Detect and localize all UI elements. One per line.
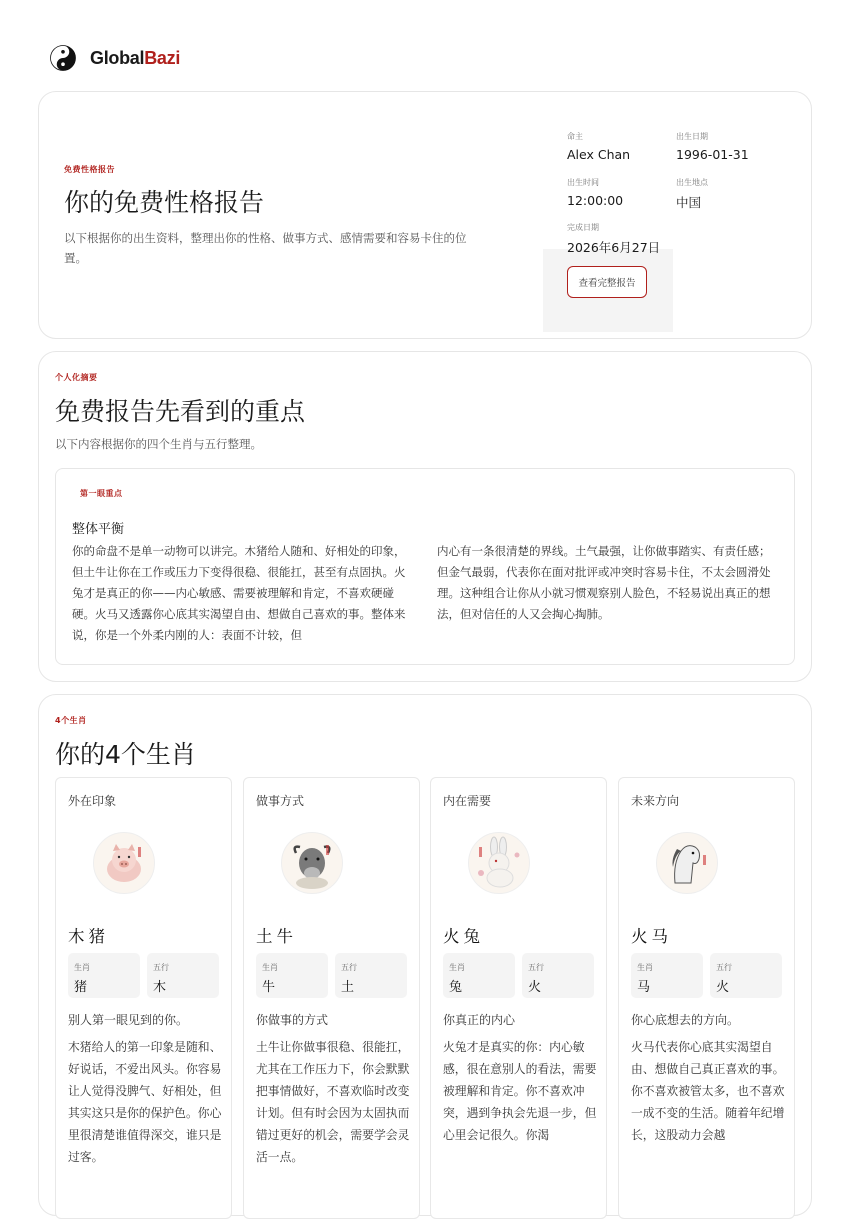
zodiac-description: 木猪给人的第一印象是随和、好说话，不爱出风头。你容易让人觉得没脾气、好相处，但其实这只是你的保护色。你心里很清楚谁值得深交，谁只是过客。 <box>68 1040 222 1164</box>
zodiac-eyebrow: 4个生肖 <box>55 716 87 725</box>
yin-yang-icon <box>50 45 76 71</box>
zodiac-chip-label: 生肖 <box>74 963 90 972</box>
zodiac-card-horse <box>618 777 795 1219</box>
birth-time-value: 12:00:00 <box>567 193 624 208</box>
highlight-title: 整体平衡 <box>72 522 125 537</box>
zodiac-chip-value: 猪 <box>74 980 88 995</box>
zodiac-subtitle: 你做事的方式 <box>256 1013 329 1027</box>
birth-date-label: 出生日期 <box>676 132 708 141</box>
zodiac-chip-value: 马 <box>637 980 651 995</box>
element-chip <box>522 953 594 998</box>
zodiac-description: 火马代表你心底其实渴望自由、想做自己真正喜欢的事。你不喜欢被管太多，也不喜欢一成不变的生活。随着年纪增长，这股动力会越 <box>631 1040 785 1142</box>
zodiac-name: 火马 <box>631 927 672 946</box>
hero-description: 以下根据你的出生资料，整理出你的性格、做事方式、感情需要和容易卡住的位置。 <box>64 231 467 265</box>
hero-eyebrow: 免费性格报告 <box>64 165 115 174</box>
completed-value: 2026年6月27日 <box>567 240 661 255</box>
brand-logo[interactable] <box>50 45 180 71</box>
element-chip-value: 火 <box>716 980 730 995</box>
element-chip <box>710 953 782 998</box>
rabbit-icon <box>468 832 530 894</box>
zodiac-card-heading: 内在需要 <box>443 794 492 808</box>
highlight-text-col1: 你的命盘不是单一动物可以讲完。木猪给人随和、好相处的印象，但土牛让你在工作或压力下变得很稳、很能扛，甚至有点固执。火兔才是真正的你——内心敏感、需要被理解和肯定，不喜欢硬碰硬。火马又透露你心底其实渴望自由、想做自己喜欢的事。整体来说，你是一个外柔内刚的人：表面不计较，但 <box>72 544 406 642</box>
zodiac-chip-label: 生肖 <box>637 963 653 972</box>
zodiac-subtitle: 你真正的内心 <box>443 1013 516 1027</box>
element-chip <box>147 953 219 998</box>
element-chip-label: 五行 <box>528 963 544 972</box>
zodiac-chip-value: 兔 <box>449 980 463 995</box>
zodiac-chip <box>631 953 703 998</box>
highlight-eyebrow: 第一眼重点 <box>80 489 123 498</box>
zodiac-section <box>38 694 812 1216</box>
zodiac-subtitle: 你心底想去的方向。 <box>631 1013 740 1027</box>
birth-time-label: 出生时间 <box>567 178 599 187</box>
zodiac-card-heading: 未来方向 <box>631 794 680 808</box>
zodiac-chip-label: 生肖 <box>262 963 278 972</box>
view-full-report-button[interactable]: 查看完整报告 <box>567 266 647 298</box>
horse-icon <box>656 832 718 894</box>
zodiac-card-pig <box>55 777 232 1219</box>
element-chip <box>335 953 407 998</box>
element-chip-value: 火 <box>528 980 542 995</box>
zodiac-card-heading: 做事方式 <box>256 794 305 808</box>
owner-label: 命主 <box>567 132 583 141</box>
pig-icon <box>93 832 155 894</box>
zodiac-card-rabbit <box>430 777 607 1219</box>
summary-description: 以下内容根据你的四个生肖与五行整理。 <box>55 437 262 451</box>
element-chip-label: 五行 <box>153 963 169 972</box>
highlight-panel <box>55 468 795 665</box>
zodiac-chip <box>68 953 140 998</box>
zodiac-name: 火兔 <box>443 927 484 946</box>
element-chip-value: 木 <box>153 980 167 995</box>
brand-name: GlobalBazi <box>90 47 181 68</box>
zodiac-chip <box>256 953 328 998</box>
completed-label: 完成日期 <box>567 223 599 232</box>
zodiac-chip <box>443 953 515 998</box>
element-chip-value: 土 <box>341 980 355 995</box>
ox-icon <box>281 832 343 894</box>
report-header-card <box>38 91 812 339</box>
summary-title: 免费报告先看到的重点 <box>55 397 306 426</box>
summary-card <box>38 351 812 682</box>
element-chip-label: 五行 <box>716 963 732 972</box>
zodiac-description: 土牛让你做事很稳、很能扛，尤其在工作压力下，你会默默把事情做好，不喜欢临时改变计划。但有时会因为太固执而错过更好的机会，需要学会灵活一点。 <box>256 1040 410 1164</box>
zodiac-card-ox <box>243 777 420 1219</box>
zodiac-name: 土牛 <box>256 927 297 946</box>
element-chip-label: 五行 <box>341 963 357 972</box>
owner-value: Alex Chan <box>567 147 631 162</box>
highlight-text-col2: 内心有一条很清楚的界线。土气最强，让你做事踏实、有责任感；但金气最弱，代表你在面对批评或冲突时容易卡住，不太会圆滑处理。这种组合让你从小就习惯观察别人脸色，不轻易说出真正的想法，但对信任的人又会掏心掏肺。 <box>437 544 771 621</box>
birth-place-label: 出生地点 <box>676 178 708 187</box>
zodiac-card-heading: 外在印象 <box>68 794 117 808</box>
zodiac-name: 木猪 <box>68 927 109 946</box>
zodiac-title: 你的4个生肖 <box>55 740 196 769</box>
zodiac-chip-value: 牛 <box>262 980 276 995</box>
birth-date-value: 1996-01-31 <box>676 147 749 162</box>
zodiac-chip-label: 生肖 <box>449 963 465 972</box>
birth-place-value: 中国 <box>676 195 702 210</box>
zodiac-description: 火兔才是真实的你：内心敏感，很在意别人的看法，需要被理解和肯定。你不喜欢冲突，遇到争执会先退一步，但心里会记很久。你渴 <box>443 1040 597 1142</box>
zodiac-subtitle: 别人第一眼见到的你。 <box>68 1013 189 1027</box>
summary-eyebrow: 个人化摘要 <box>55 373 98 382</box>
page-title: 你的免费性格报告 <box>64 188 265 217</box>
